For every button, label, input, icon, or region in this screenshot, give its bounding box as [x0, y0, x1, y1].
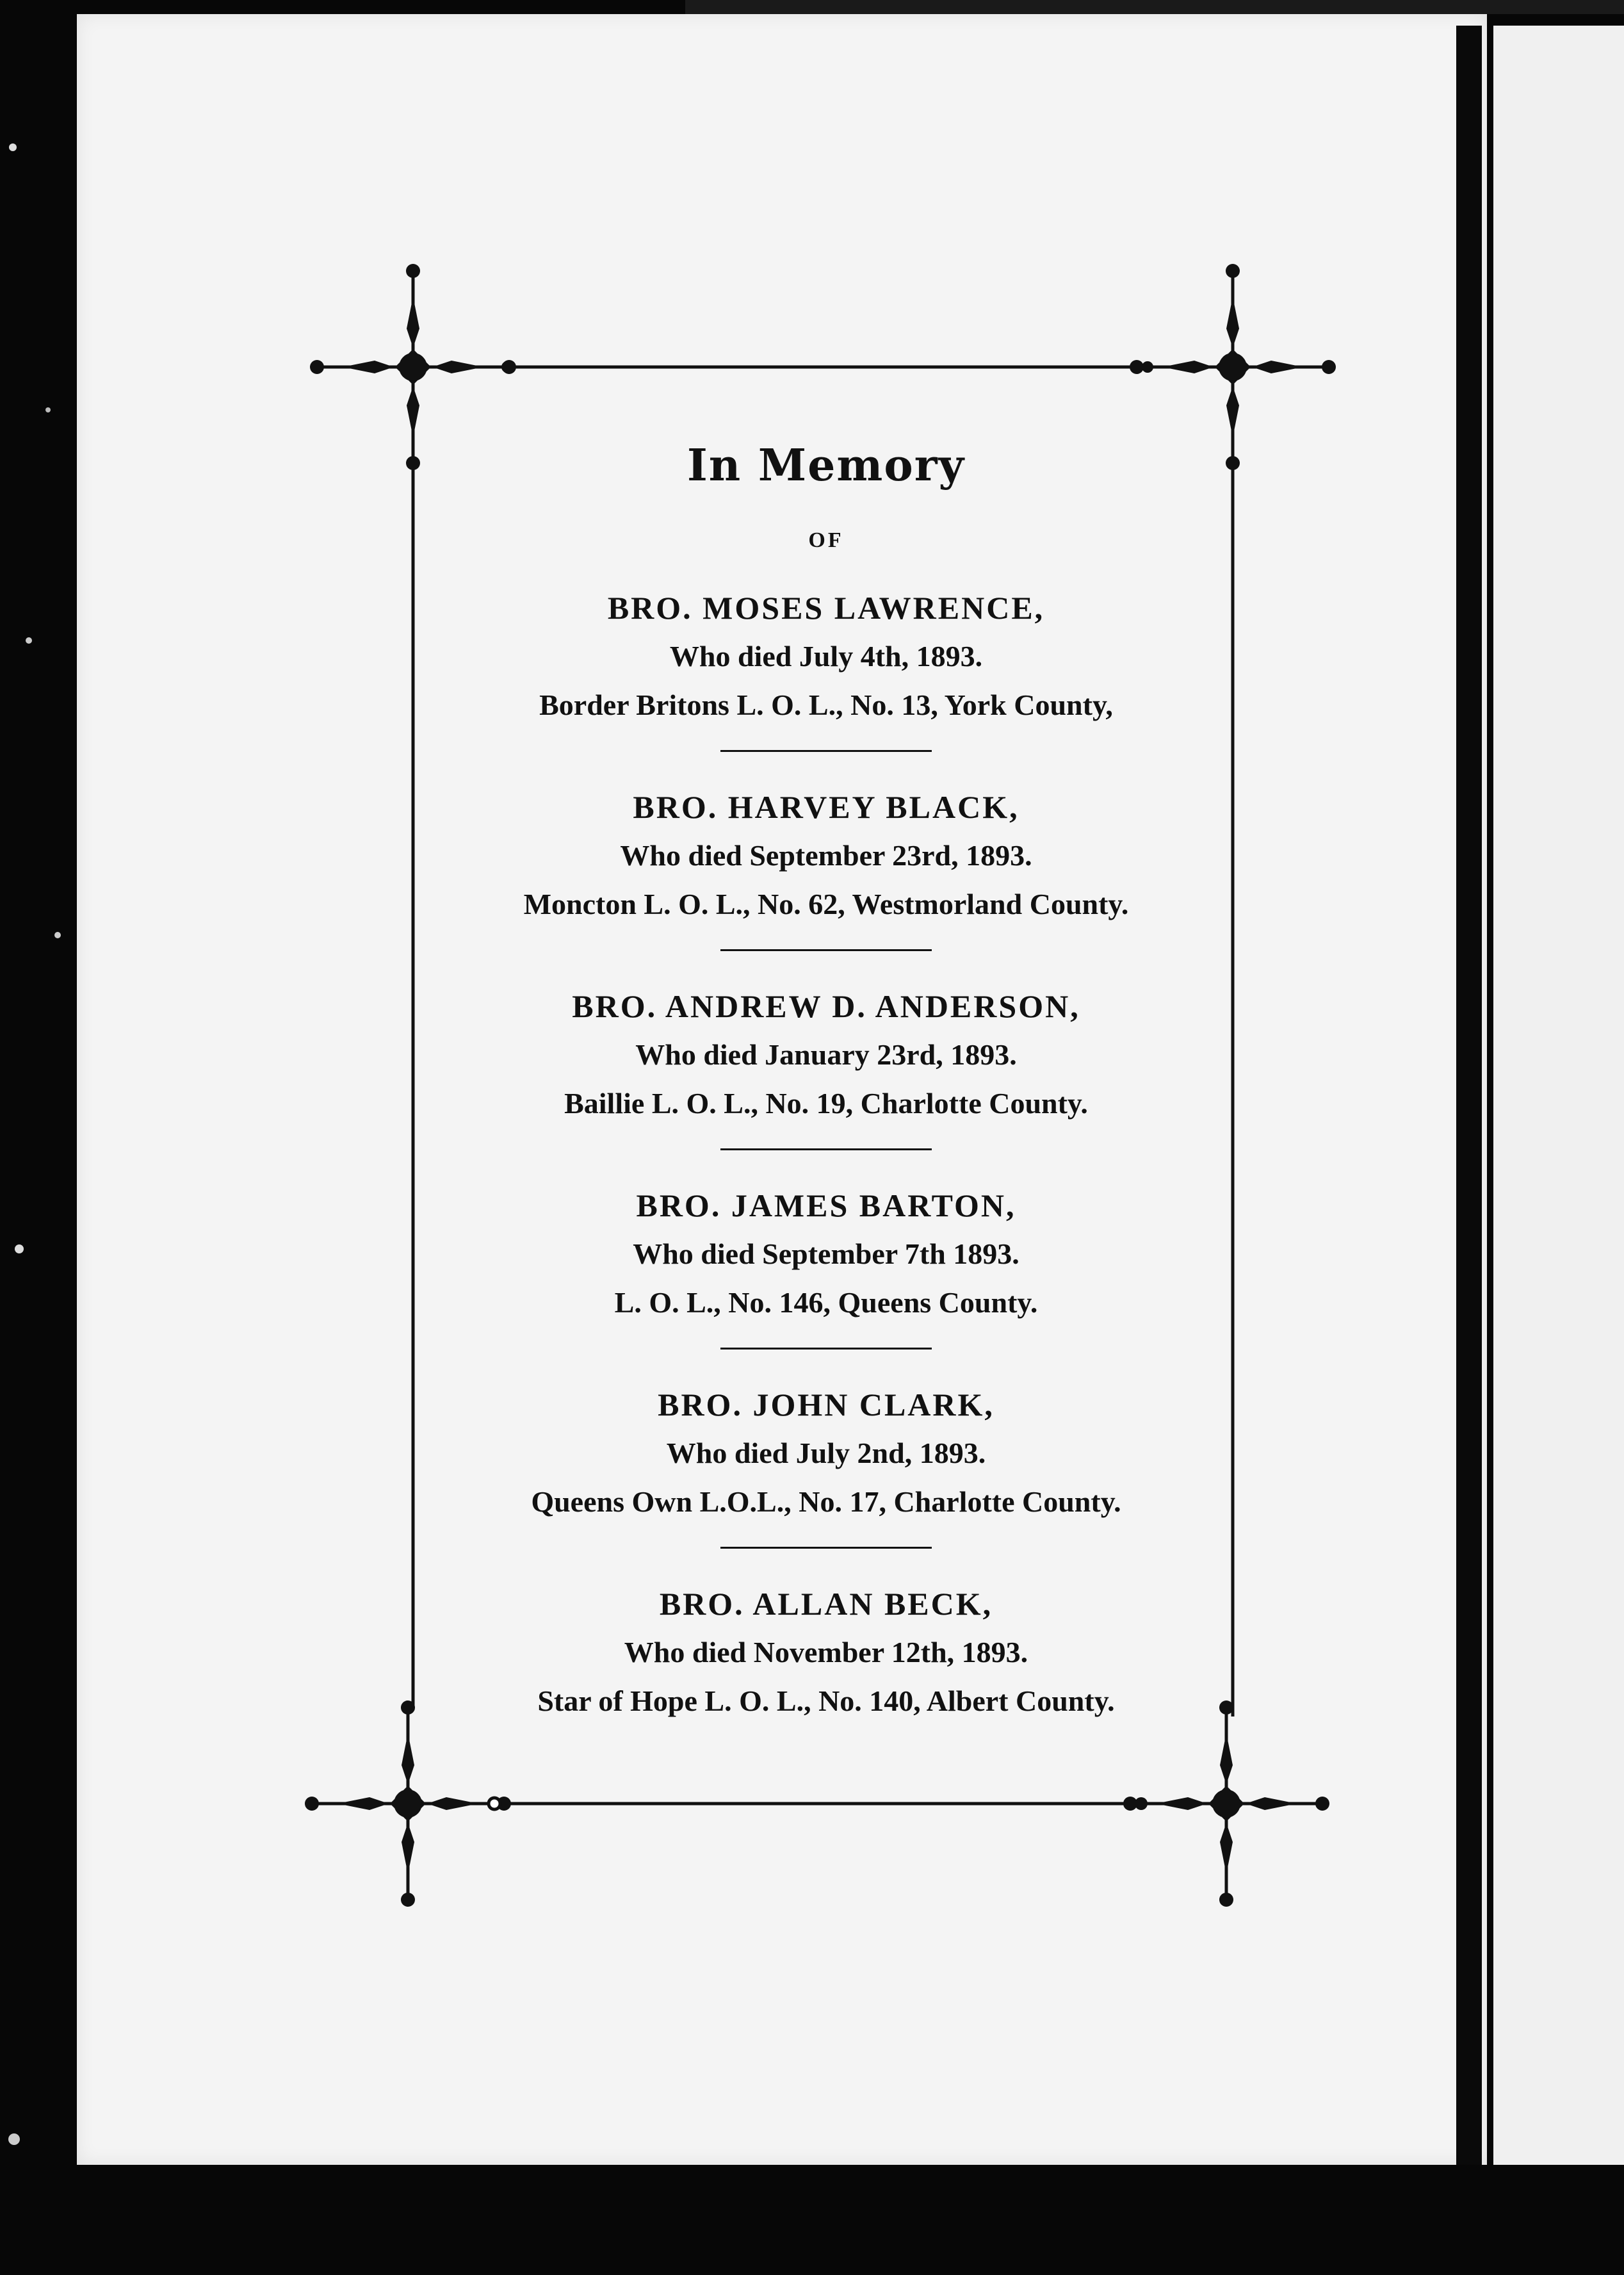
entry-death-date: Who died September 7th 1893. [633, 1237, 1019, 1270]
entry-death-date: Who died January 23rd, 1893. [635, 1038, 1017, 1071]
of-label: OF [808, 528, 844, 552]
divider-rule [720, 1547, 932, 1549]
entry-name: BRO. JAMES BARTON, [636, 1187, 1016, 1223]
memorial-entry [416, 783, 1236, 951]
entry-lodge: Star of Hope L. O. L., No. 140, Albert County. [537, 1684, 1115, 1717]
entry-name: BRO. HARVEY BLACK, [633, 788, 1019, 825]
memorial-entry [416, 583, 1236, 752]
memorial-entry [416, 1181, 1236, 1350]
entry-name: BRO. ALLAN BECK, [659, 1585, 993, 1622]
divider-rule [720, 1148, 932, 1150]
entry-lodge: L. O. L., No. 146, Queens County. [614, 1285, 1038, 1319]
entry-name: BRO. ANDREW D. ANDERSON, [572, 988, 1080, 1024]
divider-rule [720, 949, 932, 951]
entry-lodge: Baillie L. O. L., No. 19, Charlotte County. [564, 1086, 1088, 1120]
corner-ornament-top-right [1130, 264, 1336, 470]
entry-death-date: Who died September 23rd, 1893. [620, 838, 1032, 872]
memorial-entry [416, 1380, 1236, 1549]
page-title: In Memory [686, 440, 966, 491]
corner-ornament-top-left [310, 264, 516, 470]
entry-death-date: Who died July 4th, 1893. [669, 639, 983, 673]
entry-death-date: Who died November 12th, 1893. [624, 1635, 1028, 1668]
entry-name: BRO. JOHN CLARK, [658, 1386, 995, 1423]
memorial-text [416, 442, 1236, 1725]
entry-death-date: Who died July 2nd, 1893. [666, 1436, 986, 1469]
entry-lodge: Moncton L. O. L., No. 62, Westmorland County. [523, 887, 1129, 920]
corner-ornament-bottom-left [305, 1700, 511, 1907]
memorial-entry [416, 982, 1236, 1150]
entry-lodge: Queens Own L.O.L., No. 17, Charlotte County. [531, 1485, 1121, 1518]
divider-rule [720, 1348, 932, 1350]
memorial-entry [416, 1579, 1236, 1725]
divider-rule [720, 750, 932, 752]
entry-name: BRO. MOSES LAWRENCE, [607, 589, 1045, 626]
corner-ornament-bottom-right [1123, 1700, 1329, 1907]
entry-lodge: Border Britons L. O. L., No. 13, York County, [539, 688, 1113, 721]
